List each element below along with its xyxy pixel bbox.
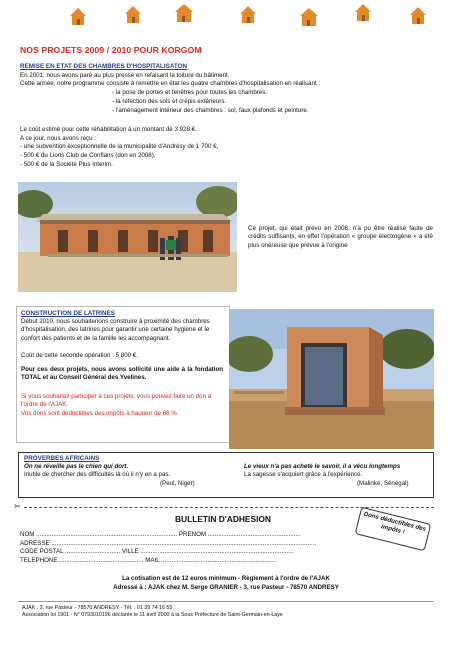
house-icons xyxy=(0,2,452,38)
section1-bullet: - la pose de portes et fenêtres pour toutes les chambres. xyxy=(112,89,268,96)
footer-line-1: AJAK : 3, rue Pasteur - 78570 ANDRESY - Tél. : 01 39 74 16 55 xyxy=(22,605,173,611)
section2-cost: Coût de cette seconde opération : 5 800 €. xyxy=(21,352,138,359)
proverb-left-bold: On ne réveille pas le chien qui dort. xyxy=(24,463,129,470)
mail-label: MAIL xyxy=(145,557,160,564)
form-row-cp xyxy=(20,548,293,555)
footer-line-2: Association loi 1901 - N° 0793010196 déclarée le 11 avril 2000 à la Sous Préfecture de Saint-Germain-en-Laye xyxy=(22,612,283,618)
cost-line: - 500 € de la Société Plus Intérim. xyxy=(20,161,113,168)
section1-bullet: - l'aménagement intérieur des chambres : sol, faux plafonds et peinture. xyxy=(112,107,309,114)
section2-body: Début 2010, nous souhaiterions construire à proximité des chambres d'hospitalisation, des latrines pour garantir une certaine hygiène et le confort des patients et de la famille les accompagnant. xyxy=(21,318,210,342)
proverb-right-bold: Le vieux n'a pas acheté le savoir, il a vécu longtemps xyxy=(244,463,401,470)
header-houses-decoration xyxy=(0,2,452,38)
footer-divider xyxy=(18,601,434,602)
code-postal-label: CODE POSTAL xyxy=(20,548,64,555)
proverbs-heading: PROVERBES AFRICAINS xyxy=(24,455,100,462)
proverb-left-source: (Peul, Niger) xyxy=(160,480,195,487)
proverb-right-source: (Malinké, Sénégal) xyxy=(357,480,409,487)
form-row-telephone xyxy=(20,557,276,564)
telephone-field[interactable]: ................................................. xyxy=(59,557,144,564)
hospital-building-photo xyxy=(18,182,237,292)
tax-deductible-stamp: Dons déductibles des impôts ! xyxy=(355,507,432,552)
latrine-photo xyxy=(229,309,434,449)
cut-line xyxy=(24,507,434,508)
nom-field[interactable]: .................................................................................. xyxy=(36,531,178,538)
section2-bold-para: Pour ces deux projets, nous avons sollicité une aide à la fondation TOTAL et au Conseil Général des Yvelines. xyxy=(21,366,223,382)
code-postal-field[interactable]: ................................ xyxy=(65,548,121,555)
section1-side-text: Ce projet, qui était prévu en 2008, n'a pu être réalisé faute de crédits suffisants, en effet l'opération « groupe électrogène » a été plus onéreuse que prévue à l'origine xyxy=(248,225,433,249)
cost-line: - une subvention exceptionnelle de la municipalité d'Andrésy de 1 700 €, xyxy=(20,143,219,150)
bulletin-title: BULLETIN D'ADHESION xyxy=(175,514,271,524)
nom-label: NOM xyxy=(20,531,35,538)
ville-label: VILLE xyxy=(121,548,139,555)
cotisation-line: La cotisation est de 12 euros minimum - Règlement à l'ordre de l'AJAK xyxy=(122,575,330,582)
section2-heading: CONSTRUCTION DE LATRINES xyxy=(21,310,115,317)
adresse-field[interactable]: .......................................................................................................................................................... xyxy=(51,540,317,547)
prenom-field[interactable]: ...................................................... xyxy=(207,531,301,538)
section1-heading: REMISE EN ETAT DES CHAMBRES D'HOSPITALISATON xyxy=(20,63,188,70)
latrine-image xyxy=(229,309,434,449)
prenom-label: PRENOM xyxy=(178,531,207,538)
page-title: NOS PROJETS 2009 / 2010 POUR KORGOM xyxy=(20,45,202,55)
adresse-envoi-line: Adressé à : AJAK chez M. Serge GRANIER - 3, rue Pasteur - 78570 ANDRESY xyxy=(113,584,339,591)
mail-field[interactable]: ................................................................... xyxy=(161,557,277,564)
section1-line-1: En 2001, nous avons paré au plus pressé en refaisant la toiture du bâtiment. xyxy=(20,72,230,79)
section1-bullet: - la réfection des sols et crépis extérieurs. xyxy=(112,98,227,105)
form-row-adresse xyxy=(20,540,316,547)
section2-red-para: Si vous souhaitez participer à ces projets, vous pouvez faire un don à l'ordre de l'AJAK. xyxy=(21,393,212,409)
adresse-label: ADRESSE xyxy=(20,540,50,547)
cost-line: A ce jour, nous avons reçu : xyxy=(20,135,97,142)
hospital-building-image xyxy=(18,182,237,292)
scissors-icon: ✂ xyxy=(14,502,21,511)
telephone-label: TELEPHONE xyxy=(20,557,58,564)
proverb-left-text: Inutile de chercher des difficultés là où il n'y en a pas. xyxy=(24,471,171,478)
cost-line: - 500 € du Lions Club de Conflans (don en 2008), xyxy=(20,152,156,159)
ville-field[interactable]: ......................................................................................... xyxy=(140,548,294,555)
proverb-right-text: La sagesse s'acquiert grâce à l'expérience. xyxy=(244,471,363,478)
cost-line: Le coût estimé pour cette réhabilitation à un montant de 3 928 €. xyxy=(20,126,197,133)
section1-line-2: Cette année, notre programme consiste à remettre en état les quatre chambres d'hospitalisation en réalisant : xyxy=(20,80,321,87)
section2-red-line: Vos dons sont déductibles des impôts à hauteur de 66 %. xyxy=(21,410,179,417)
form-row-nom xyxy=(20,531,301,538)
